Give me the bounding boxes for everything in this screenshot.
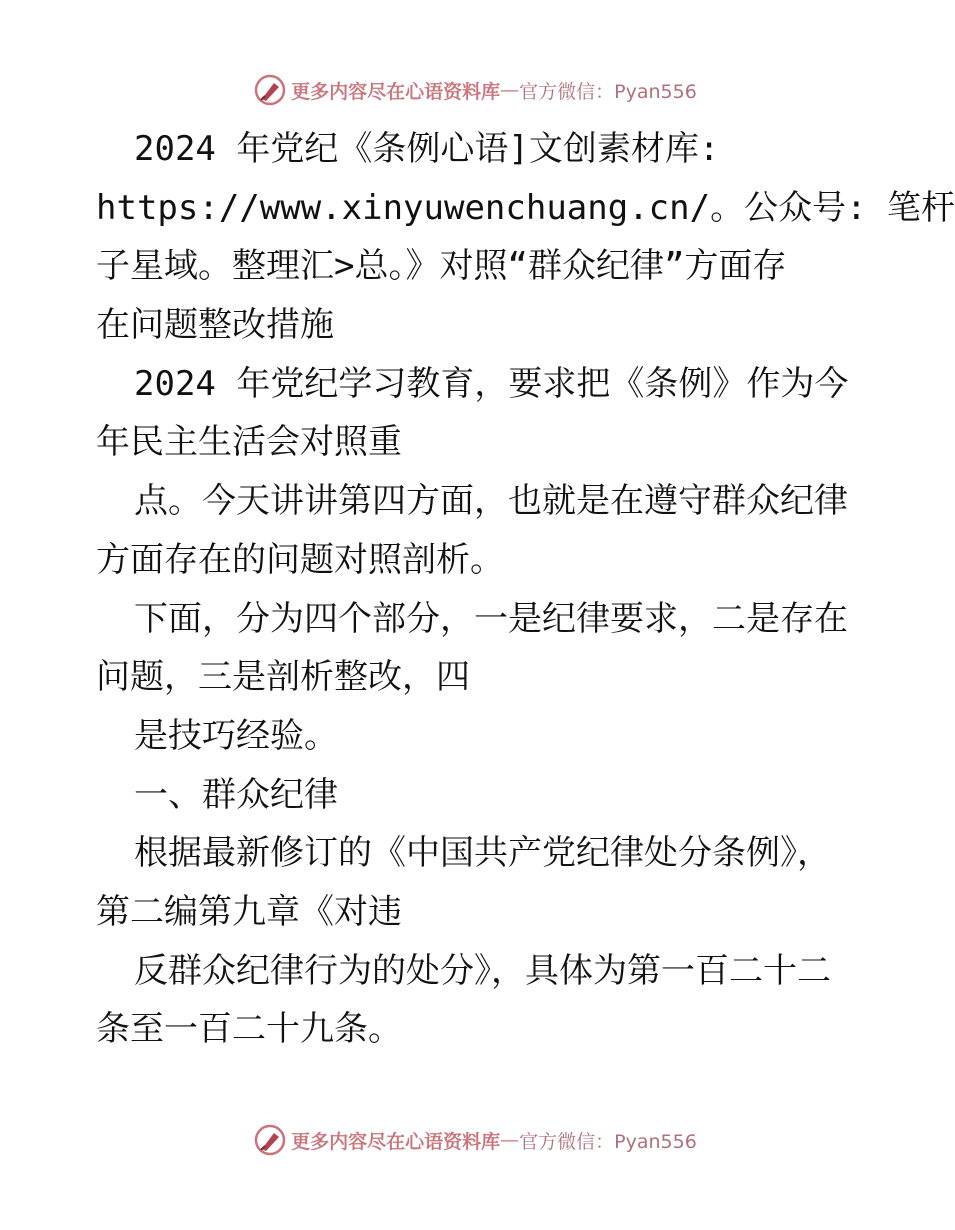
pen-nib-circle-icon bbox=[253, 1123, 287, 1157]
body-line: 子星域。整理汇>总。》对照“群众纪律”方面存 bbox=[96, 246, 787, 287]
header-watermark bbox=[0, 70, 950, 110]
body-line: 年民主生活会对照重 bbox=[96, 422, 402, 463]
footer-separator: — bbox=[500, 1129, 520, 1151]
header-separator: — bbox=[500, 79, 520, 101]
body-line: 下面，分为四个部分，一是纪律要求，二是存在 bbox=[134, 598, 848, 639]
document-body bbox=[96, 120, 955, 1059]
section-heading: 一、群众纪律 bbox=[134, 774, 338, 815]
footer-brand-text: 更多内容尽在心语资料库 bbox=[291, 1130, 501, 1153]
body-line: 方面存在的问题对照剖析。 bbox=[96, 539, 504, 580]
body-line: https://www.xinyuwenchuang.cn/。公众号: 笔杆 bbox=[96, 187, 955, 228]
body-line: 条至一百二十九条。 bbox=[96, 1009, 402, 1050]
body-line: 第二编第九章《对违 bbox=[96, 891, 402, 932]
body-line: 2024 年党纪《条例心语]文创素材库: bbox=[134, 129, 720, 169]
footer-watermark bbox=[0, 1120, 950, 1160]
body-line: 点。今天讲讲第四方面，也就是在遵守群众纪律 bbox=[134, 481, 848, 522]
footer-contact: 官方微信：Pyan556 bbox=[519, 1130, 697, 1153]
body-line: 是技巧经验。 bbox=[134, 715, 338, 756]
header-brand-text: 更多内容尽在心语资料库 bbox=[291, 80, 501, 103]
body-line: 反群众纪律行为的处分》，具体为第一百二十二 bbox=[134, 950, 831, 991]
pen-nib-circle-icon bbox=[253, 73, 287, 107]
body-line: 根据最新修订的《中国共产党纪律处分条例》， bbox=[134, 833, 831, 874]
header-contact: 官方微信：Pyan556 bbox=[519, 80, 697, 103]
body-line: 问题，三是剖析整改，四 bbox=[96, 657, 470, 698]
body-line: 2024 年党纪学习教育，要求把《条例》作为今 bbox=[134, 363, 849, 404]
body-line: 在问题整改措施 bbox=[96, 305, 334, 346]
